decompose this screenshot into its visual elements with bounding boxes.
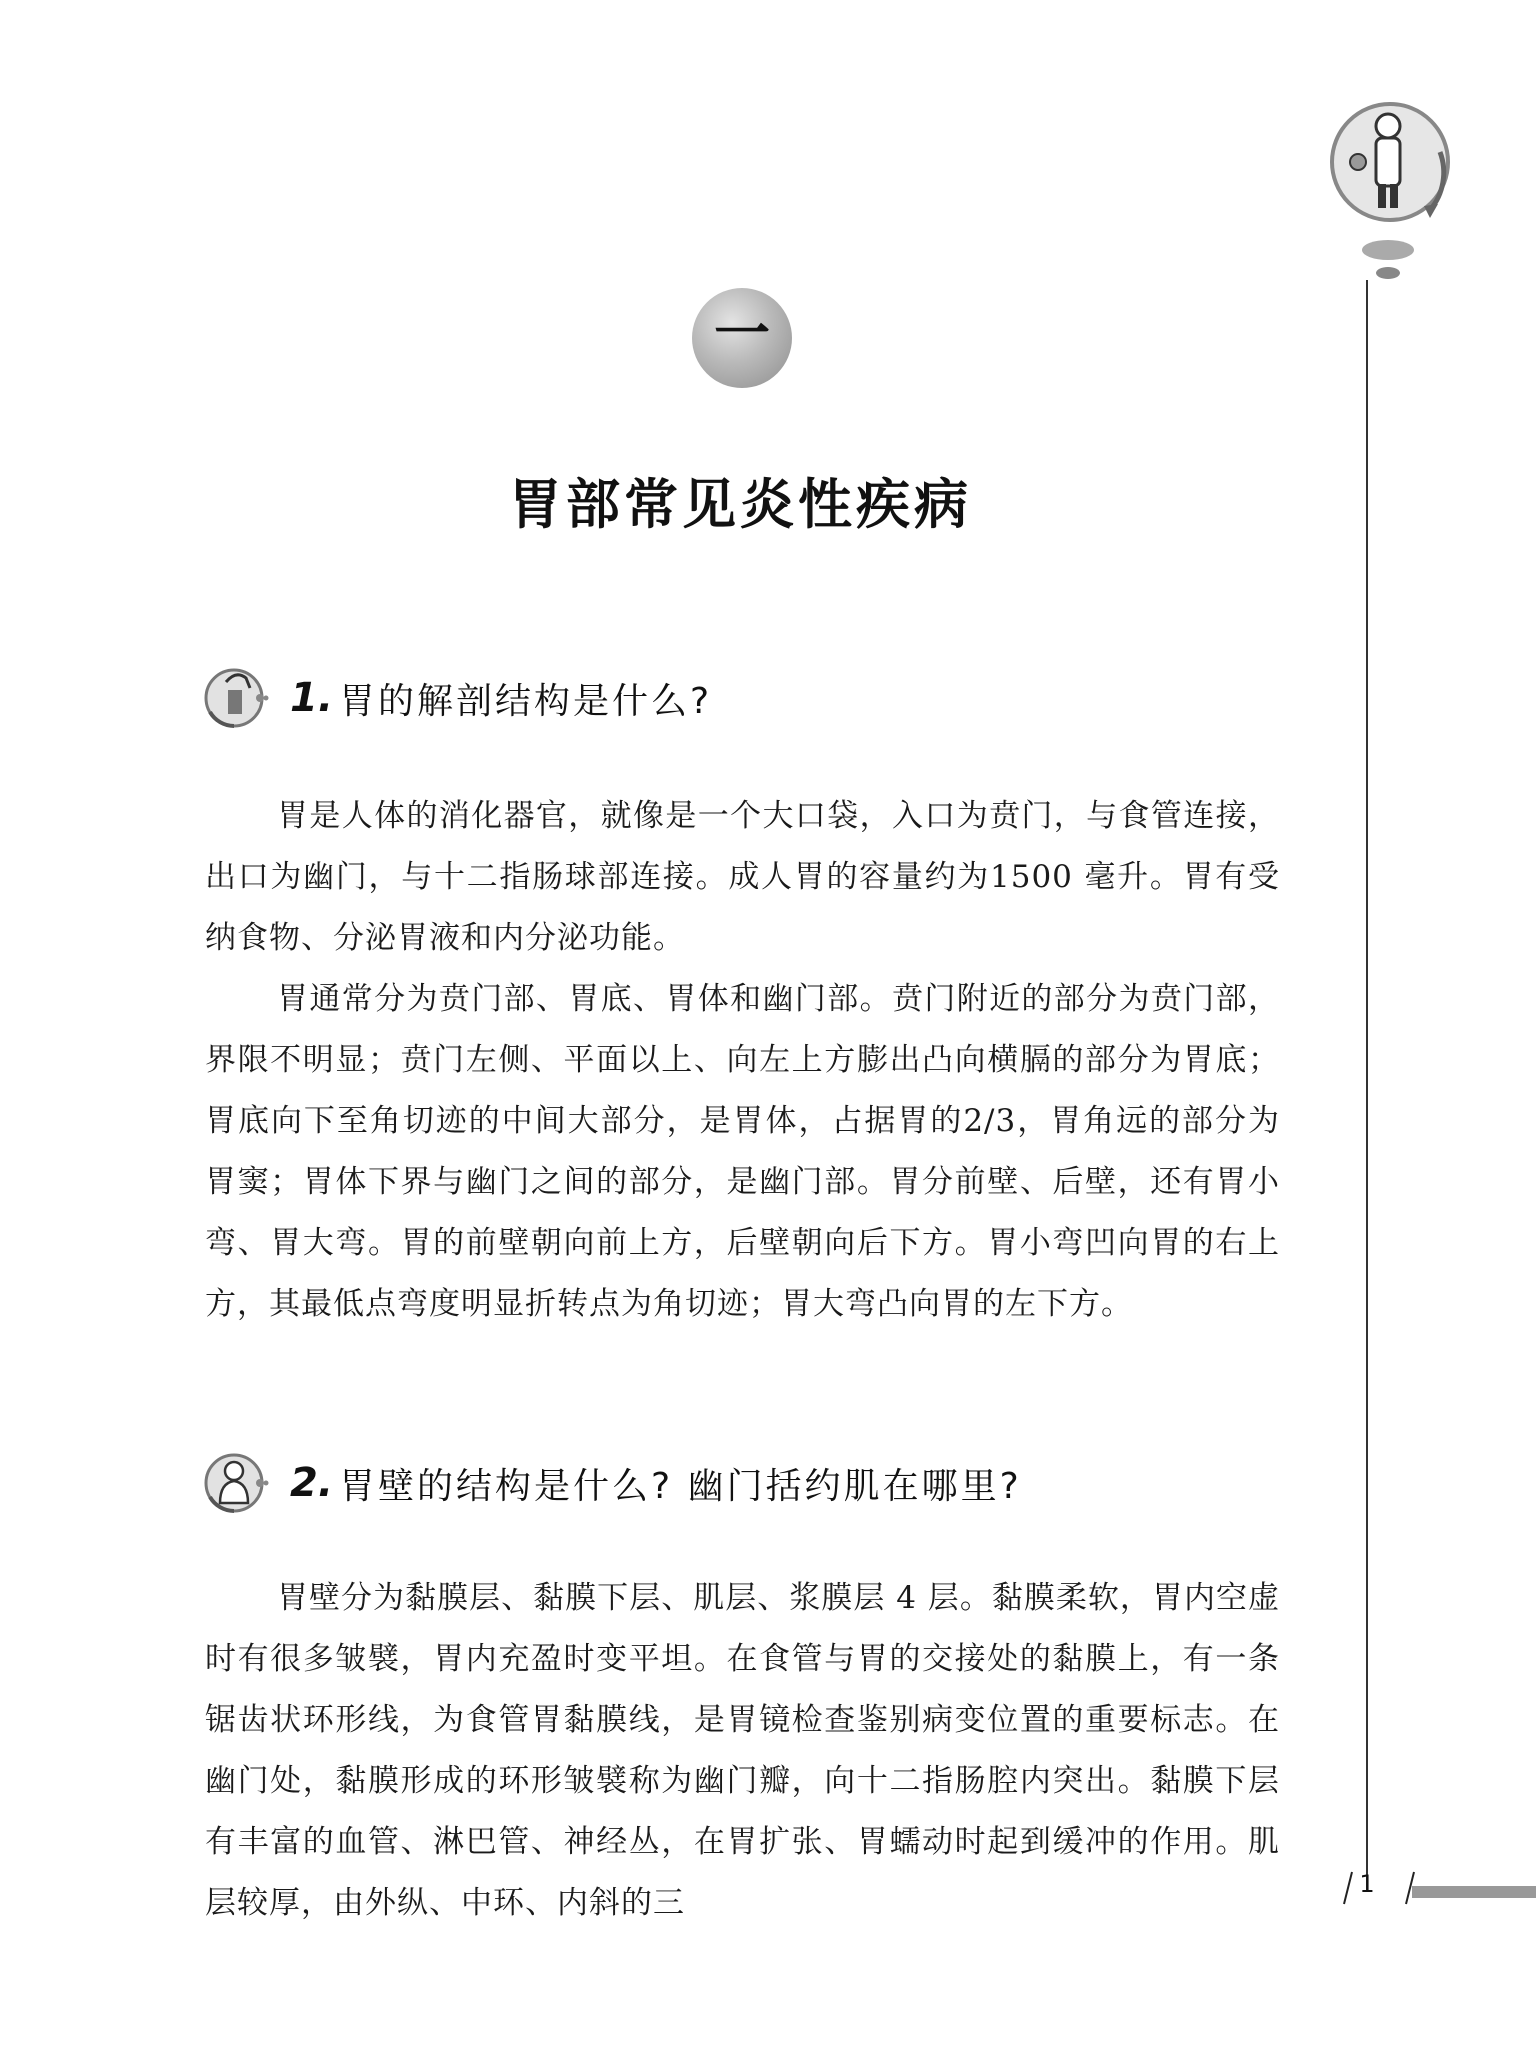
doctor-portrait-icon [200,1445,270,1521]
page-bar [1412,1886,1536,1898]
question-number: 1. [290,675,334,721]
chapter-numeral: 一 [714,302,770,367]
paragraph: 胃是人体的消化器官，就像是一个大口袋，入口为贲门，与食管连接，出口为幽门，与十二指肠球部连接。成人胃的容量约为1500 毫升。胃有受纳食物、分泌胃液和内分泌功能。 [205,798,1280,956]
question-title: 胃壁的结构是什么? 幽门括约肌在哪里? [339,1465,1022,1507]
question-title: 胃的解剖结构是什么? [339,680,713,722]
question-heading-1 [200,660,712,736]
paragraph: 胃壁分为黏膜层、黏膜下层、肌层、浆膜层 4 层。黏膜柔软，胃内空虚时有很多皱襞，胃内充盈时变平坦。在食管与胃的交接处的黏膜上，有一条锯齿状环形线，为食管胃黏膜线，是胃镜检查鉴别病变位置的重要标志。在幽门处，黏膜形成的环形皱襞称为幽门瓣，向十二指肠腔内突出。黏膜下层有丰富的血管、淋巴管、神经丛，在胃扩张、胃蠕动时起到缓冲的作用。肌层较厚，由外纵、中环、内斜的三 [205,1580,1280,1921]
paragraph: 胃通常分为贲门部、胃底、胃体和幽门部。贲门附近的部分为贲门部，界限不明显；贲门左侧、平面以上、向左上方膨出凸向横膈的部分为胃底；胃底向下至角切迹的中间大部分，是胃体，占据胃的2/3，胃角远的部分为胃窦；胃体下界与幽门之间的部分，是幽门部。胃分前壁、后壁，还有胃小弯、胃大弯。胃的前壁朝向前上方，后壁朝向后下方。胃小弯凹向胃的右上方，其最低点弯度明显折转点为角切迹；胃大弯凸向胃的左下方。 [205,981,1280,1322]
page-number: 1 [1359,1870,1375,1898]
question-number: 2. [290,1460,334,1506]
chapter-badge [692,288,792,388]
doctor-mascot-icon [1320,92,1470,282]
question-heading-2 [200,1445,1022,1521]
question-figure-icon [200,660,270,736]
chapter-title: 胃部常见炎性疾病 [508,473,972,536]
